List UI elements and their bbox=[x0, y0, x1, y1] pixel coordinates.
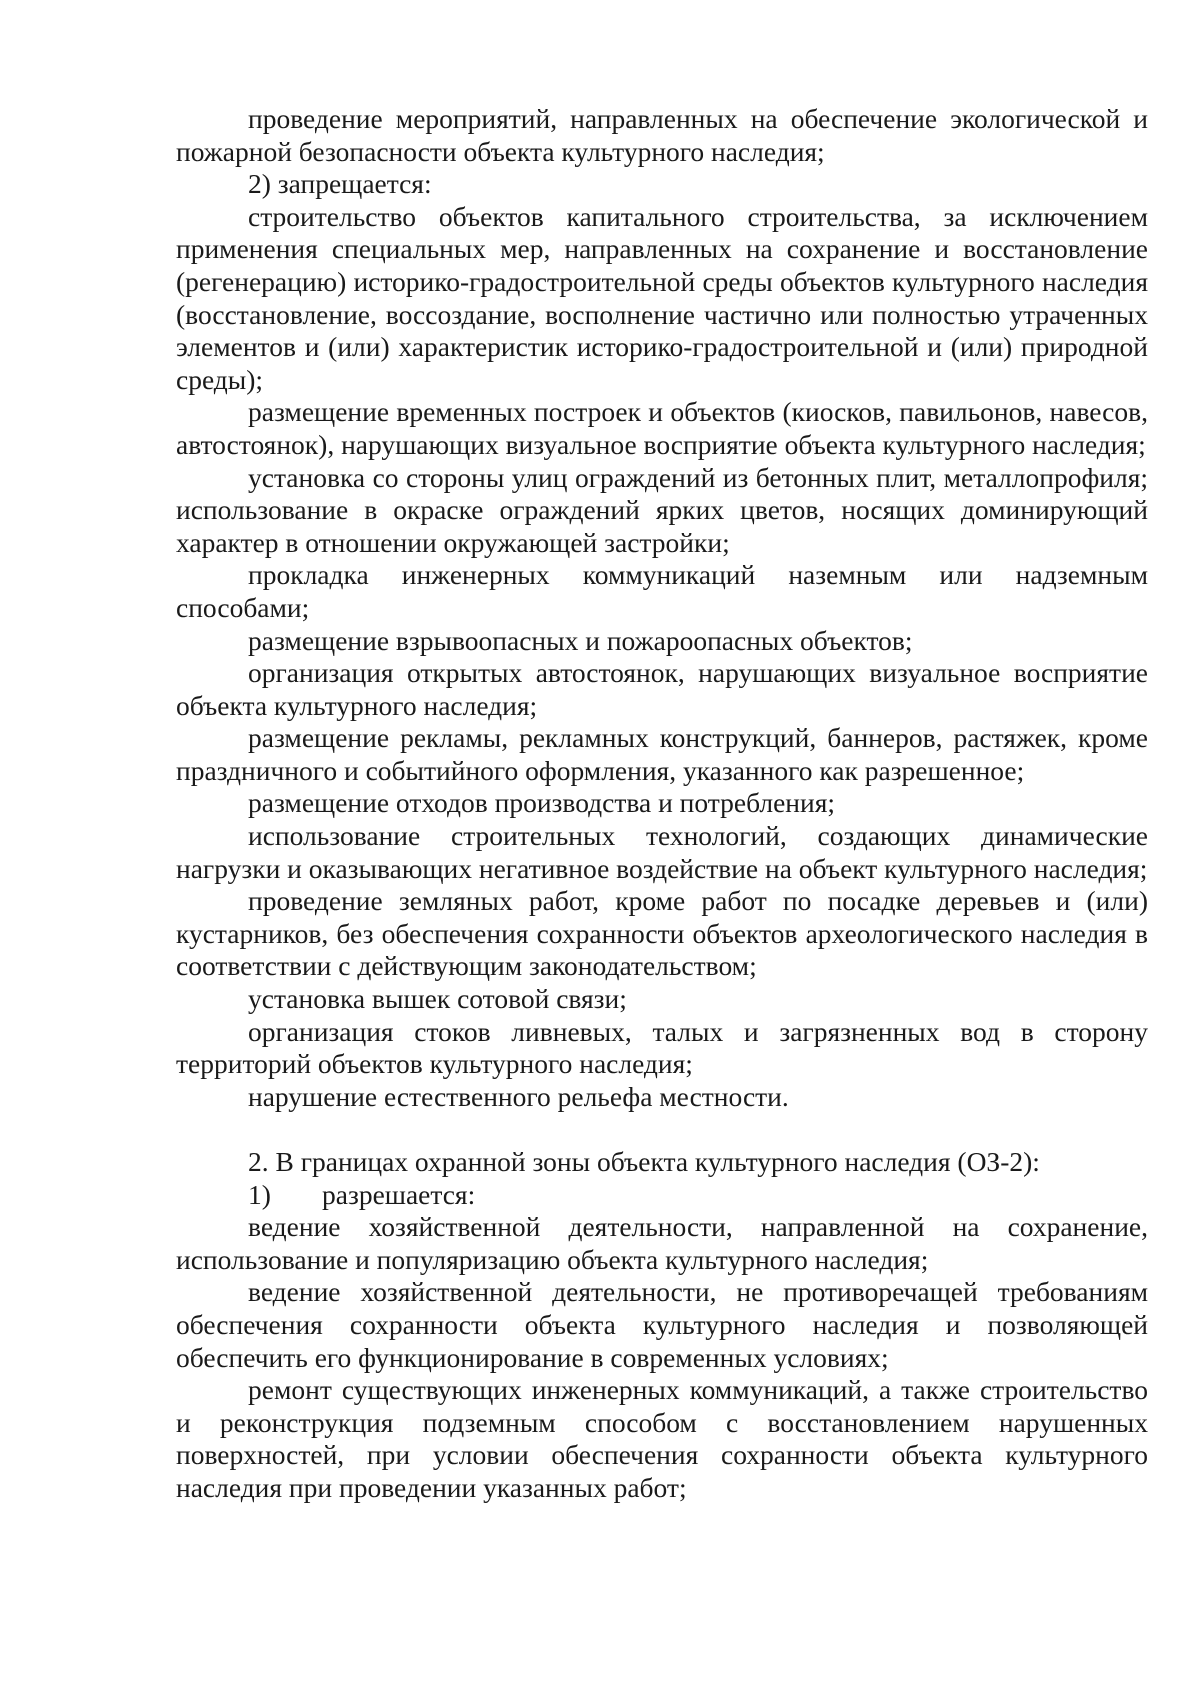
paragraph: размещение рекламы, рекламных конструкций, баннеров, растяжек, кроме праздничного и событийного оформления, указанного как разрешенное; bbox=[176, 722, 1148, 786]
paragraph: ремонт существующих инженерных коммуникаций, а также строительство и реконструкция подземным способом с восстановлением нарушенных поверхностей, при условии обеспечения сохранности объекта культурного наследия при проведении указанных работ; bbox=[176, 1374, 1148, 1503]
numbered-item bbox=[176, 1179, 1148, 1212]
paragraph: размещение взрывоопасных и пожароопасных объектов; bbox=[248, 624, 913, 656]
paragraph: использование строительных технологий, создающих динамические нагрузки и оказывающих негативное воздействие на объект культурного наследия; bbox=[176, 820, 1148, 884]
paragraph: ведение хозяйственной деятельности, не противоречащей требованиям обеспечения сохранности объекта культурного наследия и позволяющей обеспечить его функционирование в современных условиях; bbox=[176, 1276, 1148, 1373]
list-item-text: разрешается: bbox=[322, 1178, 476, 1210]
paragraph: установка со стороны улиц ограждений из бетонных плит, металлопрофиля; использование в окраске ограждений ярких цветов, носящих доминирующий характер в отношении окружающей застройки; bbox=[176, 461, 1148, 558]
paragraph: 2) запрещается: bbox=[248, 168, 432, 200]
paragraph: организация открытых автостоянок, нарушающих визуальное восприятие объекта культурного наследия; bbox=[176, 657, 1148, 721]
paragraph: установка вышек сотовой связи; bbox=[248, 983, 627, 1015]
paragraph: проведение земляных работ, кроме работ по посадке деревьев и (или) кустарников, без обеспечения сохранности объектов археологического наследия в соответствии с действующим законодательством; bbox=[176, 885, 1148, 982]
paragraph: ведение хозяйственной деятельности, направленной на сохранение, использование и популяризацию объекта культурного наследия; bbox=[176, 1211, 1148, 1275]
paragraph: размещение временных построек и объектов (киосков, павильонов, навесов, автостоянок), нарушающих визуальное восприятие объекта культурного наследия; bbox=[176, 396, 1148, 460]
paragraph: нарушение естественного рельефа местности. bbox=[248, 1080, 789, 1112]
paragraph: строительство объектов капитального строительства, за исключением применения специальных мер, направленных на сохранение и восстановление (регенерацию) историко-градостроительной среды объектов культурного наследия (восстановление, воссоздание, восполнение частично или полностью утраченных элементов и (или) характеристик историко-градостроительной и (или) природной среды); bbox=[176, 200, 1148, 395]
paragraph: размещение отходов производства и потребления; bbox=[248, 787, 836, 819]
document-body bbox=[176, 103, 1148, 1505]
paragraph: прокладка инженерных коммуникаций наземным или надземным способами; bbox=[176, 559, 1148, 623]
section-heading: 2. В границах охранной зоны объекта культурного наследия (ОЗ-2): bbox=[248, 1146, 1040, 1177]
list-marker: 1) bbox=[248, 1178, 271, 1210]
paragraph: организация стоков ливневых, талых и загрязненных вод в сторону территорий объектов культурного наследия; bbox=[176, 1015, 1148, 1080]
paragraph: проведение мероприятий, направленных на обеспечение экологической и пожарной безопасности объекта культурного наследия; bbox=[176, 103, 1148, 167]
